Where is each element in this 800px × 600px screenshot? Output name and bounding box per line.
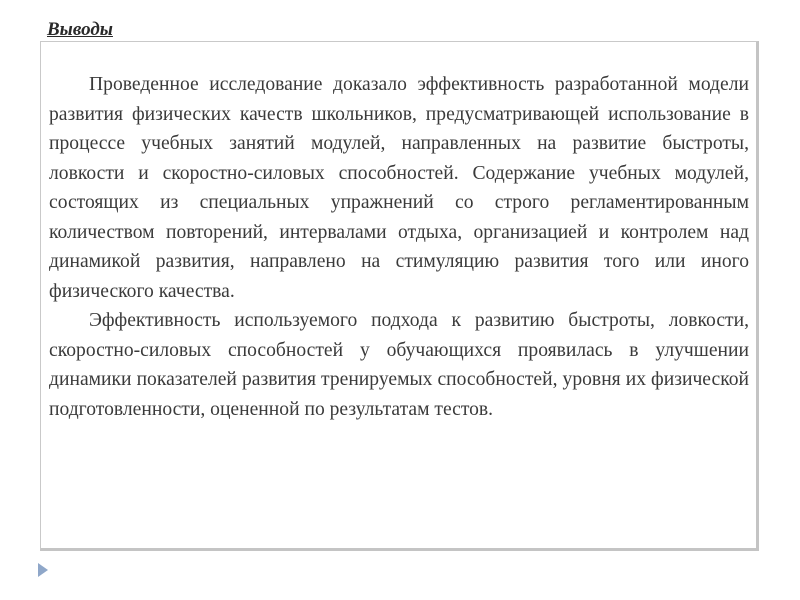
conclusion-paragraph-2: Эффективность используемого подхода к развитию быстроты, ловкости, скоростно-силовых способностей у обучающихся проявилась в улучшении динамики показателей развития тренируемых способностей, уровня их физической подготовленности, оцененной по результатам тестов. xyxy=(49,310,749,420)
conclusion-paragraph-1: Проведенное исследование доказало эффективность разработанной модели развития физических качеств школьников, предусматривающей использование в процессе учебных занятий модулей, направленных на развитие быстроты, ловкости и скоростно-силовых способностей. Содержание учебных модулей, состоящих из специальных упражнений со строго регламентированным количеством повторений, интервалами отдыха, организацией и контролем над динамикой развития, направлено на стимуляцию развития того или иного физического качества. xyxy=(49,74,749,302)
slide-title: Выводы xyxy=(47,19,113,40)
triangle-right-icon[interactable] xyxy=(38,563,48,577)
conclusions-text xyxy=(49,70,749,424)
